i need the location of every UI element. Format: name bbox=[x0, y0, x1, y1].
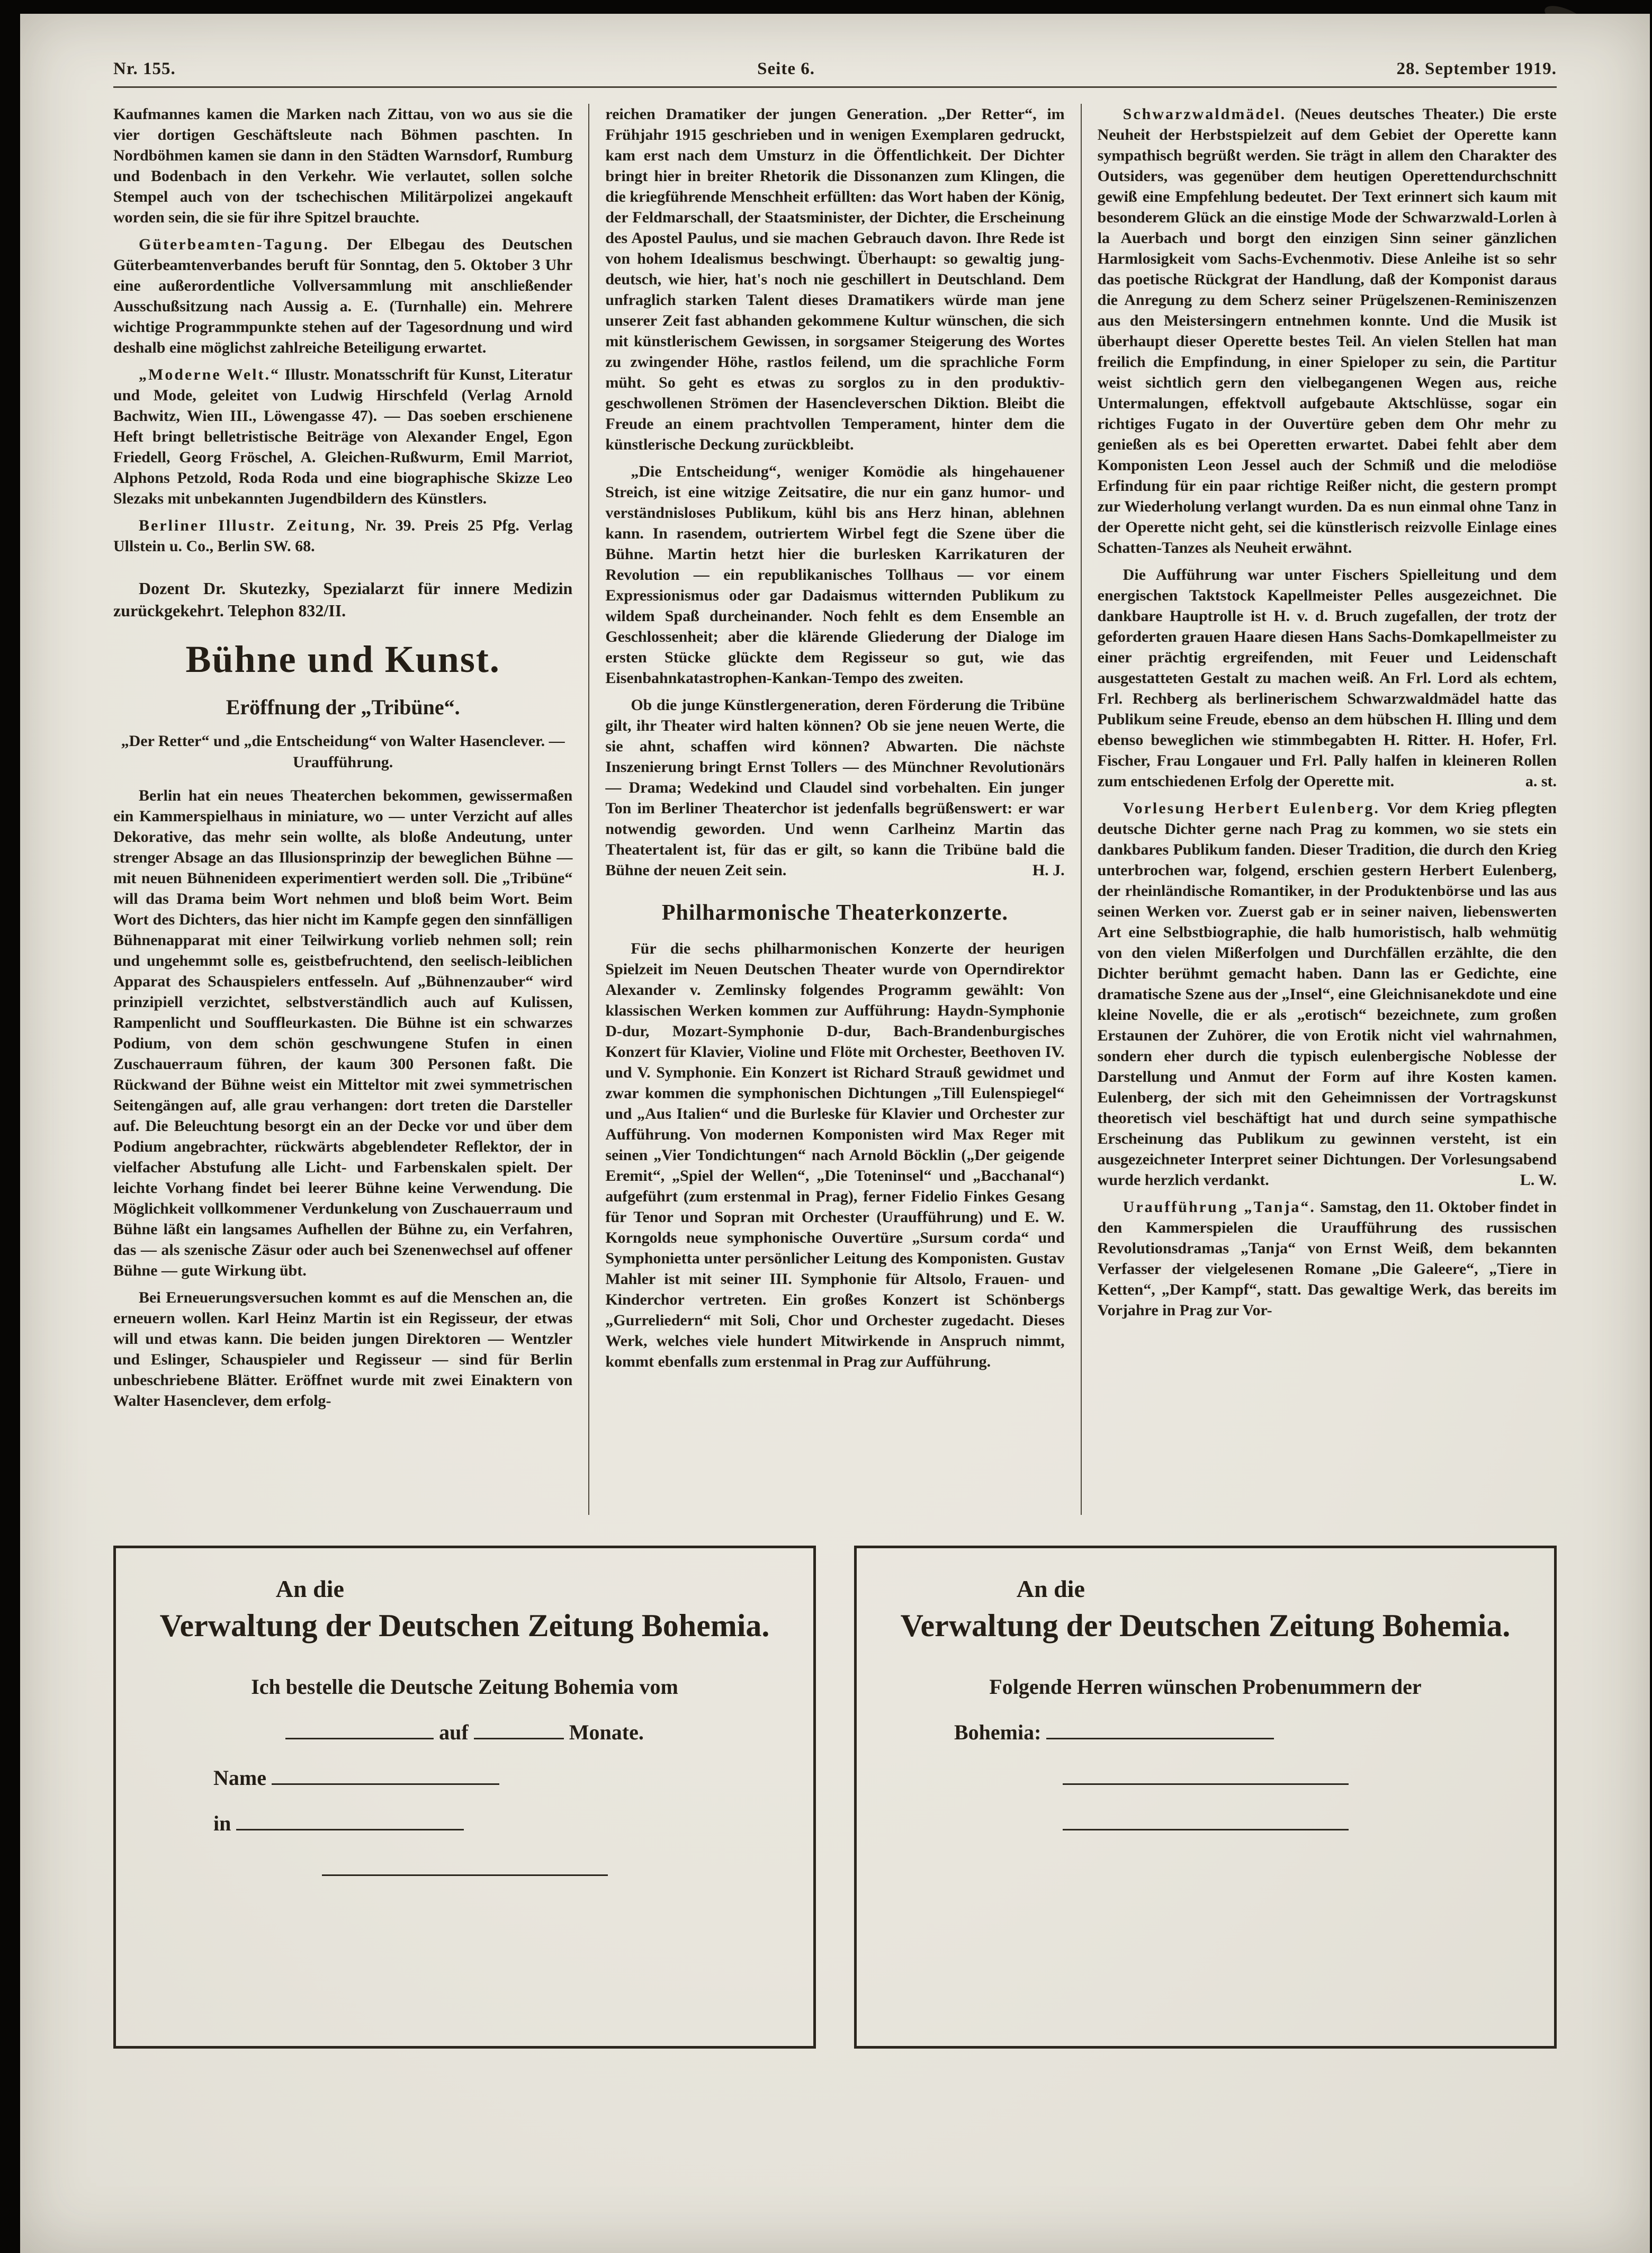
form-field-line bbox=[891, 1764, 1520, 1792]
form-area bbox=[113, 1546, 1557, 2049]
article-paragraph: Schwarzwaldmädel. (Neues deutsches Theater.) Die erste Neuheit der Herbstspielzeit auf dem Gebiet der Operette kann sympathisch begrüßt werden. Sie trägt in allem den Charakter des Outsiders, was gegenüber dem heutigen Operettendurchschnitt gewiß eine Empfehlung bedeutet. Der Text erinnert sich kaum mit besonderem Glück an die einstige Mode der Schwarzwald-Lorlen à la Auerbach und borgt den einzigen Sinn seiner gänzlichen Harmlosigkeit vom Sachs-Evchenmotiv. Diese Anleihe ist so sehr das poetische Rückgrat der Handlung, daß der Komponist daraus die Anregung zu dem Scherz seiner Prügelszenen-Reminiszenzen aus den Meistersingern entnehmen konnte. Und die Musik ist überhaupt dieser Operette bestes Teil. An vielen Stellen hat man freilich die Empfindung, in einer Spieloper zu sein, die Partitur weist sichtlich gern den vielbegangenen Wegen aus, reiche Untermalungen, effektvoll aufgebaute Aktschlüsse, sogar ein richtiges Fugato in der Ouvertüre geben dem Ohr mehr zu genießen als es bei Operetten erwartet. Dabei fehlt aber dem Komponisten Leon Jessel auch der Schmiß und die melodiöse Erfindung für ein paar richtige Reißer nicht, die gestern prompt zur Wiederholung verlangt wurden. Da es nun einmal ohne Tanz in der Operette nicht geht, sei die künstlerisch reizvolle Einlage eines Schatten-Tanzes als Neuheit erwähnt. bbox=[1097, 105, 1557, 556]
article-paragraph: Vorlesung Herbert Eulenberg. Vor dem Krieg pflegten deutsche Dichter gerne nach Prag zu kommen, wo sie stets ein dankbares Publikum fanden. Dieser Tradition, die durch den Krieg unterbrochen war, folgend, erschien gestern Herbert Eulenberg, der rheinländische Romantiker, in der Produktenbörse und las aus seinen Werken vor. Zuerst gab er in seiner naiven, liebenswerten Art eine Selbstbiographie, die halb humoristisch, halb wehmütig von den vielen Mißerfolgen und Durchfällen erzählte, die den Dichter berühmt gemacht haben. Dann las er Gedichte, eine dramatische Szene aus der „Insel“, eine Gleichnisanekdote und eine kleine Novelle, die er als „erotisch“ bezeichnete, zum großen Erstaunen der Zuhörer, die von Erotik nicht viel wahrnahmen, sondern eher durch die typisch eulenbergische Noblesse der Darstellung und Anmut der Form auf ihre Kosten kamen. Eulenberg, der sich mit den Geheimnissen der Vortragskunst theoretisch viel beschäftigt hat und durch seine sympathische Erscheinung das Publikum zu gewinnen versteht, ist ein ausgezeichneter Interpret seiner Dichtungen. Der Vorlesungsabend wurde herzlich verdankt. L. W. bbox=[1098, 798, 1557, 1190]
article-signature: L. W. bbox=[1520, 1171, 1557, 1189]
issue-date: 28. September 1919. bbox=[1396, 59, 1557, 78]
blank-field-extra bbox=[322, 1855, 608, 1876]
form-field-line bbox=[150, 1810, 779, 1837]
article-lead: Güterbeamten-Tagung. bbox=[139, 236, 329, 253]
article-lead: Uraufführung „Tanja“. bbox=[1123, 1198, 1316, 1216]
article-lead: Vorlesung Herbert Eulenberg. bbox=[1123, 800, 1380, 817]
form-field-line bbox=[891, 1810, 1520, 1837]
column-area bbox=[113, 104, 1557, 1515]
article-paragraph: Die Aufführung war unter Fischers Spielleitung und dem energischen Taktstock Kapellmeister Pelles ausgezeichnet. Die dankbare Hauptrolle ist H. v. d. Bruch zugefallen, der trotz der geforderten grauen Haare diesen Hans Sachs-Domkapellmeister zu einer prächtig ergreifenden, mit Feuer und Leidenschaft ausgestatteten Gestalt zu machen weiß. An Frl. Lord als echtem, Frl. Rechberg als berlinerischem Schwarzwaldmädel hatte das Publikum seine Freude, ebenso an dem hübschen H. Illing und dem ebenso beweglichen wie stimmbegabten H. Ritter. H. Hofer, Frl. Fischer, Frau Longauer und Frl. Pally halfen in kleineren Rollen zum entschiedenen Erfolg der Operette mit. a. st. bbox=[1098, 564, 1557, 792]
blank-field-duration bbox=[474, 1719, 564, 1739]
subscription-form bbox=[113, 1546, 816, 2049]
article-paragraph: Ob die junge Künstlergeneration, deren Förderung die Tribüne gilt, ihr Theater wird halten können? Ob sie jene neuen Werte, die sie ahnt, schaffen wird können? Abwarten. Die nächste Inszenierung bringt Ernst Tollers — des Münchner Revolutionärs — Drama; Wedekind und Claudel sind vorbehalten. Ein junger Ton im Berliner Theaterchor ist jedenfalls begrüßenswert: er war notwendig geworden. Und wenn Carlheinz Martin das Theatertalent ist, für das er gilt, so kann die Tribüne bald die Bühne der neuen Zeit sein. H. J. bbox=[605, 695, 1064, 881]
form-field-line bbox=[891, 1719, 1520, 1746]
form-request-text: Folgende Herren wünschen Probenummern der bbox=[989, 1675, 1422, 1699]
article-lead: „Moderne Welt.“ bbox=[139, 366, 281, 383]
article-title: Eröffnung der „Tribüne“. bbox=[226, 695, 460, 719]
article-signature: a. st. bbox=[1525, 773, 1557, 790]
form-title: Verwaltung der Deutschen Zeitung Bohemia. bbox=[159, 1608, 770, 1643]
form-field-line bbox=[150, 1764, 779, 1792]
article-paragraph: „Moderne Welt.“ Illustr. Monatsschrift für Kunst, Literatur und Mode, geleitet von Ludwig Hirschfeld (Verlag Arnold Bachwitz, Wien III., Löwengasse 47). — Das soeben erschienene Heft bringt belletristische Beiträge von Alexander Engel, Egon Friedell, Georg Fröschel, A. Gleichen-Rußwurm, Emil Marriot, Alphons Petzold, Roda Roda und eine biographische Skizze Leo Slezaks mit unbekannten Jugendbildern des Künstlers. bbox=[113, 366, 573, 507]
form-salutation: An die bbox=[275, 1575, 344, 1602]
article-paragraph: reichen Dramatiker der jungen Generation. „Der Retter“, im Frühjahr 1915 geschrieben und in wenigen Exemplaren gedruckt, kam erst nach dem Umsturz in die Öffentlichkeit. Der Dichter bringt hier in breiter Rhetorik die Dissonanzen zum Klingen, die die kriegführende Menschheit erfüllten: das Wort haben der König, der Feldmarschall, der Staatsminister, der Dichter, die Erscheinung des Apostel Paulus, und sie machen Gebrauch davon. Ihre Rede ist von hohem Idealismus beschwingt. Überhaupt: so gewaltig jung-deutsch, wie hier, hat's noch nie geschillert in Deutschland. Dem unfraglich starken Talent dieses Dramatikers würde man jene unserer Zeit fast abhanden gekommene Kultur wünschen, die sich mit künstlerischem Gewissen, in sorgsamer Steigerung des Wortes zu zwingender Höhe, rastlos feilend, um die sprachliche Form müht. So geht es etwas zu sorglos zu in den produktiv-geschwollenen Strömen der Hasencleverschen Diktion. Bleibt die Freude an einem prachtvollen Temperament, hinter dem die künstlerische Deckung zurückbleibt. bbox=[605, 105, 1065, 453]
article-lead: Berliner Illustr. Zeitung, bbox=[139, 517, 356, 534]
article-lead: Schwarzwaldmädel. bbox=[1123, 105, 1287, 123]
probenumber-form bbox=[854, 1546, 1557, 2049]
article-paragraph: Uraufführung „Tanja“. Samstag, den 11. Oktober findet in den Kammerspielen die Uraufführung des russischen Revolutionsdramas „Tanja“ von Ernst Weiß, dem bekannten Verfasser der vielgelesenen Romane „Die Galeere“, „Tiere in Ketten“, „Der Kampf“, statt. Das gewaltige Werk, das bereits im Vorjahre in Prag zur Vor- bbox=[1097, 1198, 1557, 1319]
article-paragraph: Kaufmannes kamen die Marken nach Zittau, von wo aus sie die vier dortigen Geschäftsleute nach Böhmen paschten. In Nordböhmen kamen sie dann in den Städten Warnsdorf, Rumburg und Bodenbach in den Verkehr. Wie verlautet, sollen solche Stempel auch von der tschechischen Militärpolizei angekauft worden sein, die sie für ihre Spitzel brauchte. bbox=[113, 105, 573, 226]
column-1 bbox=[113, 104, 588, 1515]
article-paragraph: Güterbeamten-Tagung. Der Elbegau des Deutschen Güterbeamtenverbandes beruft für Sonntag, den 5. Oktober 3 Uhr eine außerordentliche Vollversammlung mit anschließender Ausschußsitzung nach Aussig a. E. (Turnhalle) ein. Mehrere wichtige Programmpunkte stehen auf der Tagesordnung und wird deshalb eine möglichst zahlreiche Beteiligung erwartet. bbox=[113, 236, 573, 356]
article-paragraph: „Die Entscheidung“, weniger Komödie als hingehauener Streich, ist eine witzige Zeitsatire, die nur ein ganz humor- und verständnisloses Publikum, kühl bis ans Herz hinan, ablehnen kann. In rasendem, outriertem Wirbel fegt die Szene über die Bühne. Martin hetzt hier die burlesken Karrikaturen der Revolution — ein republikanisches Tollhaus — vor einem Expressionismus oder gar Dadaismus witternden Publikum zu wildem Spaß durcheinander. Noch fehlt es dem Ensemble an Geschlossenheit; aber die klärende Gliederung der Dialoge im ersten Stücke glückte dem Regisseur so gut, wie das Eisenbahnkatastrophen-Kankan-Tempo des zweiten. bbox=[605, 463, 1065, 687]
article-title-theaterkonzerte: Philharmonische Theaterkonzerte. bbox=[661, 901, 1009, 925]
name-field-label: Name bbox=[213, 1766, 266, 1790]
masthead-rule bbox=[113, 86, 1557, 88]
doctor-notice: Dozent Dr. Skutezky, Spezialarzt für innere Medizin zurückgekehrt. Telephon 832/II. bbox=[113, 579, 573, 620]
blank-field-recipient bbox=[1046, 1719, 1274, 1739]
article-byline: „Der Retter“ und „die Entscheidung“ von Walter Hasenclever. — Uraufführung. bbox=[121, 732, 565, 771]
form-field-line: auf Monate. bbox=[150, 1719, 779, 1746]
form-order-text: Ich bestelle die Deutsche Zeitung Bohemia vom bbox=[251, 1675, 678, 1699]
page-label: Seite 6. bbox=[757, 59, 815, 78]
bohemia-field-label: Bohemia: bbox=[954, 1720, 1042, 1744]
newspaper-paper bbox=[20, 14, 1650, 2253]
form-salutation: An die bbox=[1016, 1575, 1085, 1602]
article-paragraph: Berlin hat ein neues Theaterchen bekommen, gewissermaßen ein Kammerspielhaus in miniature, wo — unter Verzicht auf alles Dekorative, das mehr sein wollte, als bloße Andeutung, unter strenger Absage an das Illusionsprinzip der beweglichen Bühne — mit neuen Bühnenideen experimentiert werden soll. Die „Tribüne“ will das Drama beim Wort nehmen und bloß beim Wort. Beim Wort des Dichters, das hier nicht im Kampfe gegen den sinnfälligen Bühnenapparat mit einer Teilwirkung vorlieb nehmen soll; rein und ungehemmt solle es, geistbefruchtend, den seelisch-leiblichen Apparat des Schauspielers entfesseln. Auf „Bühnenzauber“ wird prinzipiell verzichtet, selbstverständlich auch auf Kulissen, Rampenlicht und Souffleurkasten. Die Bühne ist ein schwarzes Podium, von dem schön geschwungene Stufen in einen Zuschauerraum führen, der kaum 300 Personen faßt. Die Rückwand der Bühne weist ein Mitteltor mit zwei symmetrischen Seitengängen auf, alle grau verhangen: dort treten die Darsteller auf. Die Beleuchtung besorgt ein an der Decke vor und über dem Podium angebrachter, rückwärts abgeblendeter Reflektor, der in vielfacher Abstufung alle Licht- und Farbenskalen spielt. Der leichte Vorhang findet bei leerer Bühne keine Verwendung. Die Möglichkeit vollkommener Verdunkelung von Zuschauerraum und Bühne läßt ein langsames Aufhellen der Bühne zu, ein Verfahren, das — als szenische Zäsur oder auch bei Szenenwechsel auf offener Bühne — gute Wirkung übt. bbox=[113, 786, 573, 1279]
form-title: Verwaltung der Deutschen Zeitung Bohemia. bbox=[900, 1608, 1511, 1643]
article-paragraph: Bei Erneuerungsversuchen kommt es auf die Menschen an, die erneuern wollen. Karl Heinz Martin ist ein Regisseur, der etwas will und etwas kann. Die beiden jungen Direktoren — Wentzler und Eslinger, Schauspieler und Regisseur — sind für Berlin unbeschriebene Blätter. Eröffnet wurde mit zwei Einaktern von Walter Hasenclever, dem erfolg- bbox=[113, 1288, 573, 1410]
column-2 bbox=[588, 104, 1080, 1515]
issue-number: Nr. 155. bbox=[113, 59, 176, 78]
article-signature: H. J. bbox=[1032, 861, 1065, 879]
blank-field-recipient bbox=[1063, 1764, 1349, 1785]
blank-field-name bbox=[272, 1764, 499, 1785]
section-title-buehne-und-kunst: Bühne und Kunst. bbox=[185, 638, 500, 681]
blank-field-recipient bbox=[1063, 1810, 1349, 1830]
form-field-line bbox=[150, 1855, 779, 1883]
article-paragraph: Berliner Illustr. Zeitung, Nr. 39. Preis 25 Pfg. Verlag Ullstein u. Co., Berlin SW. 68. bbox=[113, 517, 573, 555]
blank-field-date bbox=[285, 1719, 434, 1739]
blank-field-place bbox=[236, 1810, 464, 1830]
in-field-label: in bbox=[213, 1811, 231, 1835]
article-paragraph: Für die sechs philharmonischen Konzerte der heurigen Spielzeit im Neuen Deutschen Theater wurde von Operndirektor Alexander v. Zemlinsky folgendes Programm gewählt: Von klassischen Werken kommen zur Aufführung: Haydn-Symphonie D-dur, Mozart-Symphonie D-dur, Bach-Brandenburgisches Konzert für Klavier, Violine und Flöte mit Orchester, Beethoven IV. und V. Symphonie. Ein Konzert ist Richard Strauß gewidmet und zwar kommen die symphonischen Dichtungen „Till Eulenspiegel“ und „Aus Italien“ und die Burleske für Klavier und Orchester zur Aufführung. Von modernen Komponisten wird Max Reger mit seinen „Vier Tondichtungen“ nach Arnold Böcklin („Der geigende Eremit“, „Spiel der Wellen“, „Die Toteninsel“ und „Bacchanal“) aufgeführt (zum erstenmal in Prag), ferner Fidelio Finkes Gesang für Tenor und Sopran mit Orchester (Uraufführung) und E. W. Korngolds neue symphonische Ouvertüre „Sursum corda“ und Symphonietta unter persönlicher Leitung des Komponisten. Gustav Mahler ist mit seiner III. Symphonie für Altsolo, Frauen- und Kinderchor vertreten. Ein großes Konzert ist Schönbergs „Gurreliedern“ mit Soli, Chor und Orchester zugedacht. Dieses Werk, welches viele hundert Mitwirkende in Anspruch nimmt, kommt ebenfalls zum erstenmal in Prag zur Aufführung. bbox=[605, 939, 1065, 1370]
column-3 bbox=[1081, 104, 1557, 1515]
masthead bbox=[113, 59, 1557, 79]
